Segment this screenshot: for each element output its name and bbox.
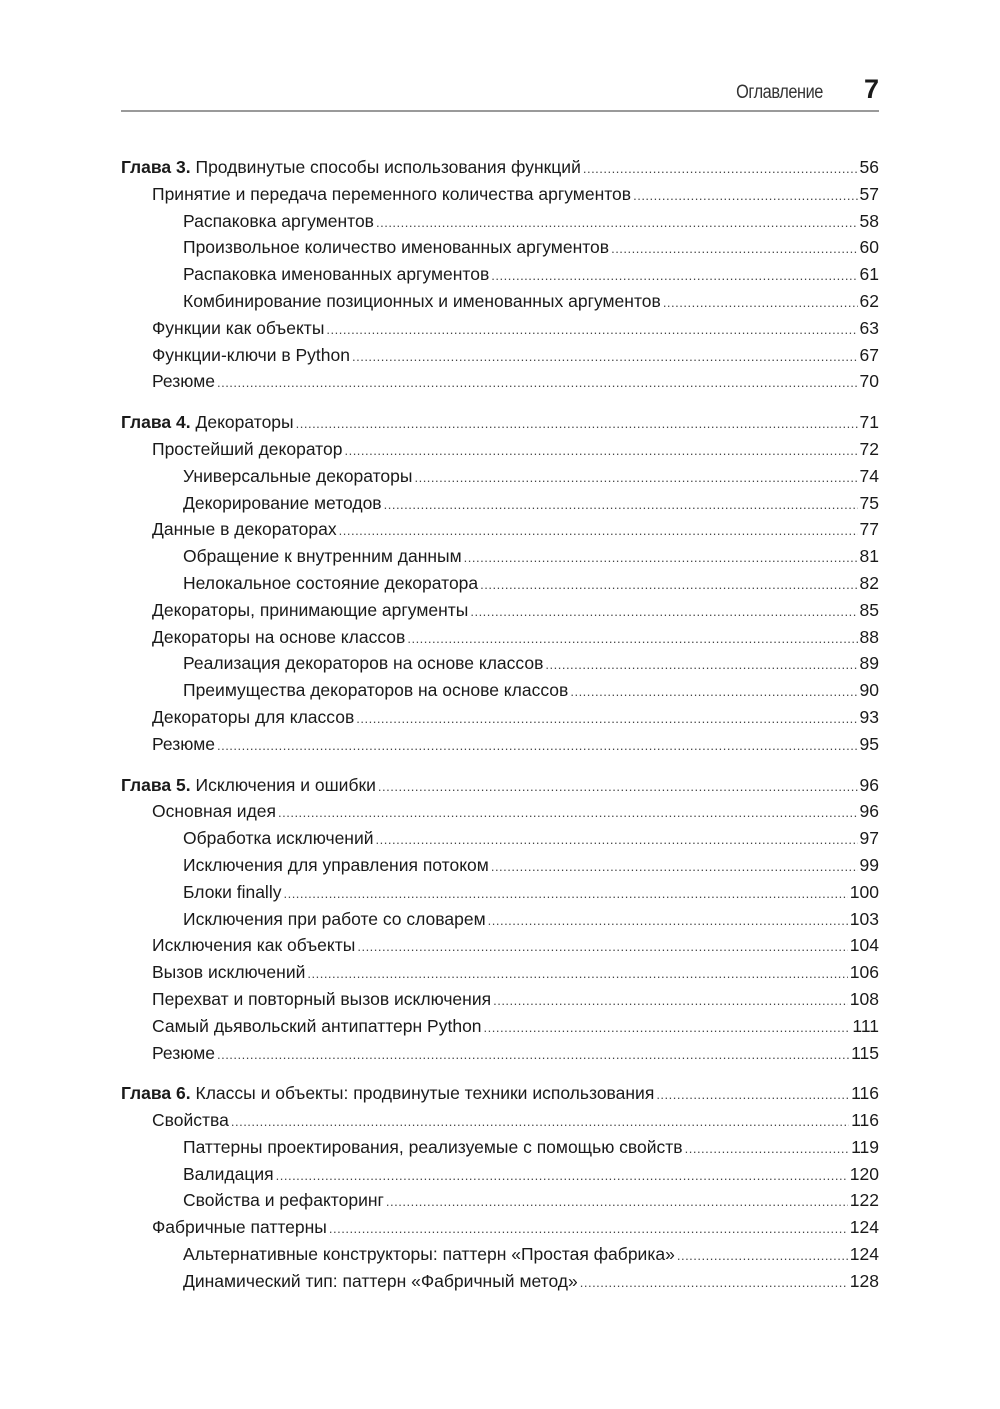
dot-leader bbox=[633, 183, 857, 210]
toc-subsection-entry[interactable] bbox=[121, 677, 879, 704]
entry-page-number: 71 bbox=[859, 412, 879, 433]
entry-title: Основная идея bbox=[152, 801, 276, 822]
toc-section-entry[interactable] bbox=[121, 436, 879, 463]
dot-leader bbox=[296, 411, 858, 438]
entry-title: Вызов исключений bbox=[152, 962, 306, 983]
chapter-title-text: Исключения и ошибки bbox=[195, 774, 376, 795]
chapter-label: Глава 3. bbox=[121, 157, 191, 177]
toc-subsection-entry[interactable] bbox=[121, 463, 879, 490]
toc-subsection-entry[interactable] bbox=[121, 879, 879, 906]
entry-title: Распаковка именованных аргументов bbox=[183, 264, 490, 285]
dot-leader bbox=[376, 827, 858, 854]
entry-title: Функции-ключи в Python bbox=[152, 344, 350, 365]
entry-title: Реализация декораторов на основе классов bbox=[183, 653, 544, 674]
entry-page-number: 106 bbox=[849, 962, 879, 983]
entry-page-number: 95 bbox=[859, 733, 879, 754]
toc-chapter bbox=[121, 154, 879, 395]
toc-chapter-entry[interactable] bbox=[121, 772, 879, 799]
toc-section-entry[interactable] bbox=[121, 368, 879, 395]
entry-title: Перехват и повторный вызов исключения bbox=[152, 988, 492, 1009]
entry-page-number: 85 bbox=[859, 599, 879, 620]
toc-subsection-entry[interactable] bbox=[121, 825, 879, 852]
chapter-label: Глава 5. bbox=[121, 774, 191, 795]
chapter-label: Глава 4. bbox=[121, 412, 191, 433]
dot-leader bbox=[329, 1216, 848, 1243]
dot-leader bbox=[283, 881, 847, 908]
entry-page-number: 72 bbox=[859, 438, 879, 459]
entry-page-number: 90 bbox=[859, 680, 879, 701]
entry-title: Фабричные паттерны bbox=[152, 1217, 327, 1238]
entry-page-number: 57 bbox=[859, 183, 879, 204]
entry-page-number: 99 bbox=[859, 854, 879, 875]
entry-title: Декораторы на основе классов bbox=[152, 626, 406, 647]
entry-title: Универсальные декораторы bbox=[183, 465, 413, 486]
chapter-title-text: Декораторы bbox=[195, 412, 294, 433]
dot-leader bbox=[278, 800, 858, 827]
entry-title: Распаковка аргументов bbox=[183, 210, 374, 231]
toc-section-entry[interactable] bbox=[121, 798, 879, 825]
entry-title: Свойства bbox=[152, 1110, 229, 1131]
toc-subsection-entry[interactable] bbox=[121, 208, 879, 235]
entry-page-number: 62 bbox=[859, 290, 879, 311]
entry-title: Резюме bbox=[152, 1042, 215, 1063]
dot-leader bbox=[677, 1243, 848, 1270]
toc-section-entry[interactable] bbox=[121, 516, 879, 543]
dot-leader bbox=[484, 1015, 851, 1042]
dot-leader bbox=[384, 492, 858, 519]
dot-leader bbox=[464, 545, 858, 572]
toc-subsection-entry[interactable] bbox=[121, 570, 879, 597]
dot-leader bbox=[570, 679, 857, 706]
page-number: 7 bbox=[863, 74, 879, 104]
entry-page-number: 115 bbox=[851, 1042, 879, 1063]
entry-page-number: 67 bbox=[859, 344, 879, 365]
toc-chapter bbox=[121, 409, 879, 757]
toc-subsection-entry[interactable] bbox=[121, 1161, 879, 1188]
toc-section-entry[interactable] bbox=[121, 315, 879, 342]
entry-title: Паттерны проектирования, реализуемые с помощью свойств bbox=[183, 1136, 683, 1157]
toc-section-entry[interactable] bbox=[121, 342, 879, 369]
entry-title: Резюме bbox=[152, 733, 215, 754]
dot-leader bbox=[685, 1136, 849, 1163]
toc-subsection-entry[interactable] bbox=[121, 490, 879, 517]
entry-title: Обращение к внутренним данным bbox=[183, 546, 462, 567]
entry-title: Исключения как объекты bbox=[152, 935, 356, 956]
toc-subsection-entry[interactable] bbox=[121, 234, 879, 261]
entry-page-number: 103 bbox=[849, 908, 879, 929]
chapter-title bbox=[121, 772, 376, 799]
toc-subsection-entry[interactable] bbox=[121, 288, 879, 315]
entry-title: Нелокальное состояние декоратора bbox=[183, 572, 479, 593]
toc-chapter-entry[interactable] bbox=[121, 154, 879, 181]
dot-leader bbox=[545, 652, 857, 679]
dot-leader bbox=[356, 706, 857, 733]
dot-leader bbox=[352, 344, 858, 371]
entry-page-number: 70 bbox=[859, 371, 879, 392]
entry-page-number: 124 bbox=[849, 1217, 879, 1238]
entry-page-number: 111 bbox=[852, 1015, 879, 1036]
toc-subsection-entry[interactable] bbox=[121, 1268, 879, 1295]
dot-leader bbox=[307, 961, 847, 988]
dot-leader bbox=[470, 599, 857, 626]
dot-leader bbox=[583, 156, 858, 183]
toc-subsection-entry[interactable] bbox=[121, 261, 879, 288]
toc-section-entry[interactable] bbox=[121, 731, 879, 758]
entry-page-number: 93 bbox=[859, 706, 879, 727]
running-header bbox=[121, 74, 879, 112]
entry-title: Функции как объекты bbox=[152, 317, 325, 338]
entry-page-number: 124 bbox=[849, 1244, 879, 1265]
chapter-title bbox=[121, 154, 581, 181]
dot-leader bbox=[491, 263, 857, 290]
entry-title: Исключения при работе со словарем bbox=[183, 908, 486, 929]
entry-title: Самый дьявольский антипаттерн Python bbox=[152, 1015, 482, 1036]
toc-section-entry[interactable] bbox=[121, 1013, 879, 1040]
dot-leader bbox=[217, 1042, 849, 1069]
toc-section-entry[interactable] bbox=[121, 624, 879, 651]
toc-chapter-entry[interactable] bbox=[121, 1080, 879, 1107]
entry-title: Декораторы для классов bbox=[152, 706, 355, 727]
dot-leader bbox=[276, 1163, 848, 1190]
toc-subsection-entry[interactable] bbox=[121, 852, 879, 879]
entry-title: Динамический тип: паттерн «Фабричный метод» bbox=[183, 1270, 578, 1291]
entry-page-number: 116 bbox=[851, 1083, 879, 1104]
dot-leader bbox=[376, 210, 858, 237]
dot-leader bbox=[480, 572, 857, 599]
entry-page-number: 119 bbox=[851, 1136, 879, 1157]
dot-leader bbox=[580, 1270, 848, 1297]
table-of-contents bbox=[121, 154, 879, 1309]
dot-leader bbox=[357, 934, 847, 961]
chapter-title-text: Классы и объекты: продвинутые техники использования bbox=[195, 1083, 655, 1104]
entry-title: Обработка исключений bbox=[183, 828, 374, 849]
dot-leader bbox=[231, 1109, 849, 1136]
entry-page-number: 108 bbox=[849, 988, 879, 1009]
entry-page-number: 120 bbox=[849, 1163, 879, 1184]
toc-section-entry[interactable] bbox=[121, 1040, 879, 1067]
dot-leader bbox=[344, 438, 857, 465]
chapter-label: Глава 6. bbox=[121, 1083, 191, 1104]
entry-title: Преимущества декораторов на основе классов bbox=[183, 680, 569, 701]
entry-page-number: 128 bbox=[849, 1270, 879, 1291]
dot-leader bbox=[656, 1082, 849, 1109]
entry-page-number: 88 bbox=[859, 626, 879, 647]
entry-title: Произвольное количество именованных аргументов bbox=[183, 237, 610, 258]
entry-page-number: 77 bbox=[859, 519, 879, 540]
running-title: Оглавление bbox=[736, 82, 823, 103]
entry-title: Принятие и передача переменного количества аргументов bbox=[152, 183, 632, 204]
entry-title: Резюме bbox=[152, 371, 215, 392]
toc-section-entry[interactable] bbox=[121, 597, 879, 624]
entry-title: Исключения для управления потоком bbox=[183, 854, 489, 875]
entry-page-number: 104 bbox=[849, 935, 879, 956]
dot-leader bbox=[407, 626, 857, 653]
dot-leader bbox=[663, 290, 858, 317]
entry-page-number: 96 bbox=[859, 801, 879, 822]
toc-section-entry[interactable] bbox=[121, 704, 879, 731]
toc-subsection-entry[interactable] bbox=[121, 906, 879, 933]
chapter-title bbox=[121, 409, 294, 436]
dot-leader bbox=[414, 465, 857, 492]
toc-subsection-entry[interactable] bbox=[121, 543, 879, 570]
entry-page-number: 56 bbox=[859, 157, 879, 177]
entry-title: Декорирование методов bbox=[183, 492, 382, 513]
toc-chapter bbox=[121, 1080, 879, 1294]
toc-subsection-entry[interactable] bbox=[121, 1241, 879, 1268]
dot-leader bbox=[326, 317, 857, 344]
entry-page-number: 122 bbox=[849, 1190, 879, 1211]
entry-title: Комбинирование позиционных и именованных аргументов bbox=[183, 290, 661, 311]
entry-title: Данные в декораторах bbox=[152, 519, 337, 540]
entry-page-number: 116 bbox=[851, 1110, 879, 1131]
dot-leader bbox=[378, 774, 858, 801]
toc-subsection-entry[interactable] bbox=[121, 650, 879, 677]
entry-title: Простейший декоратор bbox=[152, 438, 343, 459]
dot-leader bbox=[339, 518, 858, 545]
dot-leader bbox=[493, 988, 848, 1015]
toc-chapter-entry[interactable] bbox=[121, 409, 879, 436]
dot-leader bbox=[488, 908, 848, 935]
entry-title: Декораторы, принимающие аргументы bbox=[152, 599, 469, 620]
dot-leader bbox=[217, 370, 858, 397]
toc-section-entry[interactable] bbox=[121, 1107, 879, 1134]
toc-section-entry[interactable] bbox=[121, 181, 879, 208]
toc-subsection-entry[interactable] bbox=[121, 1134, 879, 1161]
entry-page-number: 89 bbox=[859, 653, 879, 674]
toc-section-entry[interactable] bbox=[121, 959, 879, 986]
entry-page-number: 58 bbox=[859, 210, 879, 231]
entry-page-number: 75 bbox=[859, 492, 879, 513]
entry-title: Валидация bbox=[183, 1163, 274, 1184]
toc-subsection-entry[interactable] bbox=[121, 1187, 879, 1214]
toc-section-entry[interactable] bbox=[121, 1214, 879, 1241]
entry-page-number: 74 bbox=[859, 465, 879, 486]
toc-section-entry[interactable] bbox=[121, 932, 879, 959]
entry-page-number: 61 bbox=[859, 264, 879, 285]
chapter-title-text: Продвинутые способы использования функций bbox=[195, 157, 581, 177]
dot-leader bbox=[217, 733, 858, 760]
entry-page-number: 100 bbox=[849, 881, 879, 902]
entry-page-number: 97 bbox=[859, 828, 879, 849]
dot-leader bbox=[491, 854, 858, 881]
entry-title: Альтернативные конструкторы: паттерн «Простая фабрика» bbox=[183, 1244, 675, 1265]
entry-page-number: 63 bbox=[859, 317, 879, 338]
toc-section-entry[interactable] bbox=[121, 986, 879, 1013]
entry-page-number: 81 bbox=[859, 546, 879, 567]
chapter-title bbox=[121, 1080, 654, 1107]
entry-page-number: 96 bbox=[859, 774, 879, 795]
dot-leader bbox=[611, 236, 857, 263]
dot-leader bbox=[386, 1189, 848, 1216]
entry-title: Свойства и рефакторинг bbox=[183, 1190, 384, 1211]
entry-page-number: 82 bbox=[859, 572, 879, 593]
entry-page-number: 60 bbox=[859, 237, 879, 258]
toc-chapter bbox=[121, 772, 879, 1067]
entry-title: Блоки finally bbox=[183, 881, 282, 902]
